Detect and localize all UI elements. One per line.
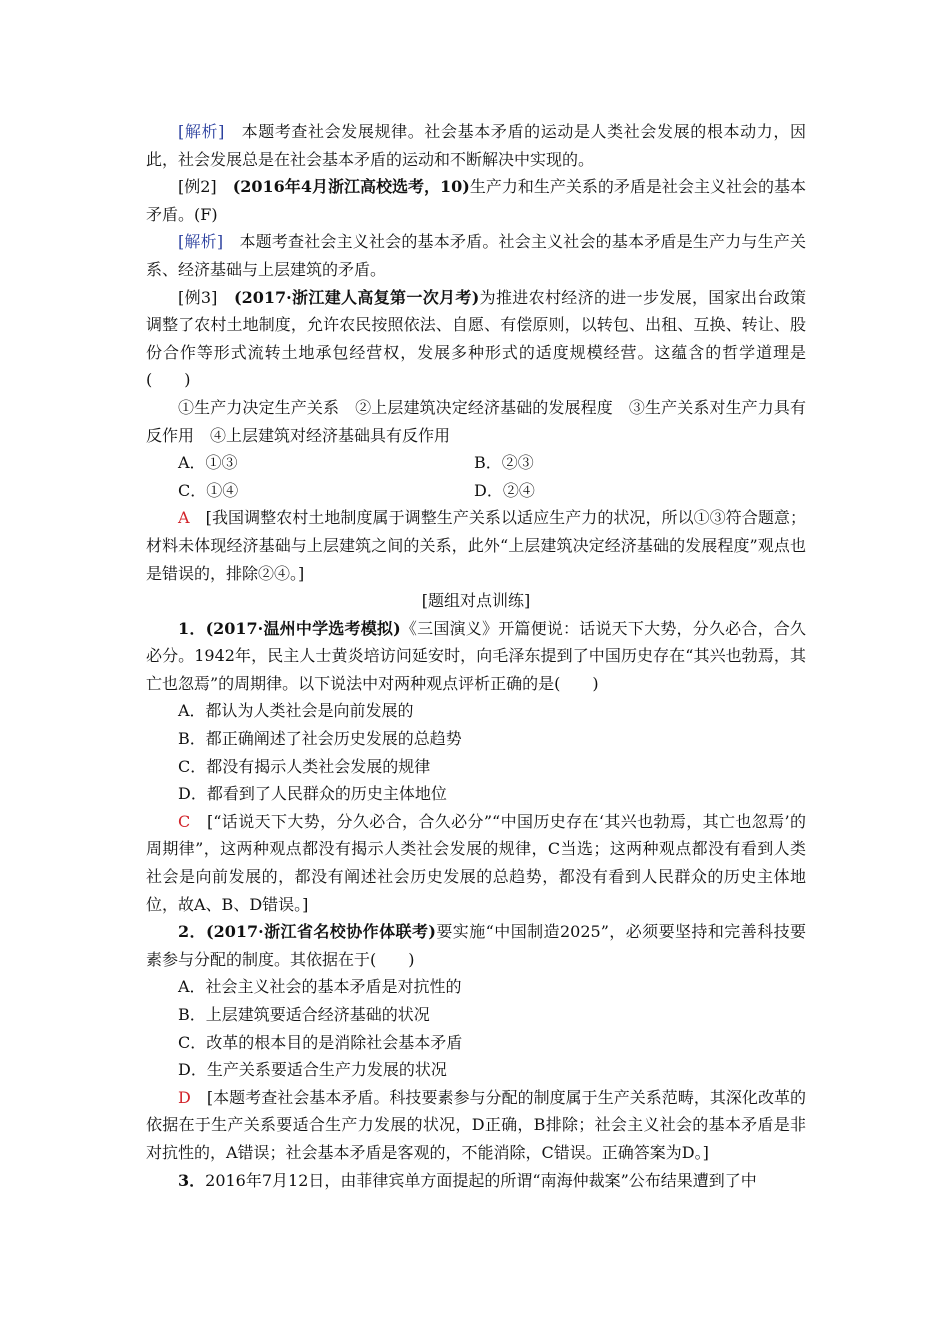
- q2-option-d: D．生产关系要适合生产力发展的状况: [178, 1060, 447, 1080]
- question-1: [146, 615, 806, 698]
- q1-option-d: D．都看到了人民群众的历史主体地位: [178, 784, 447, 804]
- question-3: [146, 1167, 806, 1195]
- analysis-text: 本题考查社会主义社会的基本矛盾。社会主义社会的基本矛盾是生产力与生产关系、经济基础与上层建筑的矛盾。: [146, 232, 806, 279]
- example-2: [146, 173, 806, 228]
- option-c: C．①④: [178, 480, 239, 500]
- question-number: 2．: [178, 922, 206, 942]
- question-source: (2017·浙江省名校协作体联考): [206, 922, 436, 942]
- q2-option-c: C．改革的根本目的是消除社会基本矛盾: [178, 1032, 463, 1052]
- q1-answer: [146, 808, 806, 918]
- question-2: [146, 918, 806, 973]
- q2-option-a: A．社会主义社会的基本矛盾是对抗性的: [178, 977, 462, 997]
- example-text: 为推进农村经济的进一步发展，国家出台政策调整了农村土地制度，允许农民按照依法、自愿、有偿原则，以转包、出租、互换、转让、股份合作等形式流转土地承包经营权，发展多种形式的适度规模经营。这蕴含的哲学道理是( ): [146, 287, 806, 390]
- question-text: 要实施“中国制造2025”，必须要坚持和完善科技要素参与分配的制度。其依据在于( ): [146, 922, 806, 969]
- example-3-answer: [146, 504, 806, 587]
- q1-option-a: A．都认为人类社会是向前发展的: [178, 701, 414, 721]
- analysis-text: 本题考查社会发展规律。社会基本矛盾的运动是人类社会发展的根本动力，因此，社会发展总是在社会基本矛盾的运动和不断解决中实现的。: [146, 122, 806, 169]
- example-source: (2016年4月浙江高校选考，10): [216, 177, 470, 197]
- option-b: B．②③: [474, 453, 534, 473]
- q1-option-b: B．都正确阐述了社会历史发展的总趋势: [178, 729, 462, 749]
- question-number: 3．: [178, 1170, 206, 1190]
- answer-letter: D: [178, 1087, 191, 1107]
- analysis-tag: [解析]: [178, 122, 225, 141]
- answer-explanation: [本题考查社会基本矛盾。科技要素参与分配的制度属于生产关系范畴，其深化改革的依据在于生产关系要适合生产力发展的状况，D正确，B排除；社会主义社会的基本矛盾是非对抗性的，A错误；社会基本矛盾是客观的，不能消除，C错误。正确答案为D。]: [146, 1087, 806, 1162]
- question-text: 《三国演义》开篇便说：话说天下大势，分久必合，合久必分。1942年，民主人士黄炎培访问延安时，向毛泽东提到了中国历史存在“其兴也勃焉，其亡也忽焉”的周期律。以下说法中对两种观点评析正确的是( ): [146, 618, 806, 693]
- q2-option-b: B．上层建筑要适合经济基础的状况: [178, 1005, 430, 1024]
- q2-answer: [146, 1084, 806, 1167]
- answer-letter: C: [178, 811, 191, 831]
- question-number: 1．: [178, 618, 206, 638]
- example-3-options-row-1: [146, 449, 806, 477]
- section-title: [题组对点训练]: [421, 591, 531, 611]
- analysis-paragraph-2: [146, 228, 806, 283]
- example-source: (2017·浙江建人高复第一次月考): [217, 287, 480, 307]
- option-d: D．②④: [474, 480, 535, 500]
- example-text: 生产力和生产关系的矛盾是社会主义社会的基本矛盾。(F): [146, 177, 806, 224]
- example-3-options-row-2: [146, 477, 806, 505]
- option-a: A．①③: [178, 453, 238, 473]
- example-tag: [例3]: [178, 287, 218, 307]
- document-page: [146, 118, 806, 1194]
- question-source: (2017·温州中学选考模拟): [205, 618, 401, 638]
- answer-letter: A: [178, 508, 190, 528]
- example-3-statements: ①生产力决定生产关系 ②上层建筑决定经济基础的发展程度 ③生产关系对生产力具有反作用 ④上层建筑对经济基础具有反作用: [146, 397, 806, 445]
- example-3: [146, 284, 806, 394]
- question-text: 2016年7月12日，由菲律宾单方面提起的所谓“南海仲裁案”公布结果遭到了中: [205, 1170, 757, 1190]
- answer-explanation: [“话说天下大势，分久必合，合久必分”“中国历史存在‘其兴也勃焉，其亡也忽焉’的周期律”，这两种观点都没有揭示人类社会发展的规律，C当选；这两种观点都没有看到人类社会是向前发展的，都没有阐述社会历史发展的总趋势，都没有看到人民群众的历史主体地位，故A、B、D错误。]: [146, 811, 806, 914]
- q1-option-c: C．都没有揭示人类社会发展的规律: [178, 756, 431, 776]
- analysis-paragraph-1: [146, 118, 806, 173]
- example-tag: [例2]: [178, 177, 217, 197]
- analysis-tag: [解析]: [178, 232, 224, 252]
- answer-explanation: [我国调整农村土地制度属于调整生产关系以适应生产力的状况，所以①③符合题意；材料未体现经济基础与上层建筑之间的关系，此外“上层建筑决定经济基础的发展程度”观点也是错误的，排除②④。]: [146, 508, 806, 583]
